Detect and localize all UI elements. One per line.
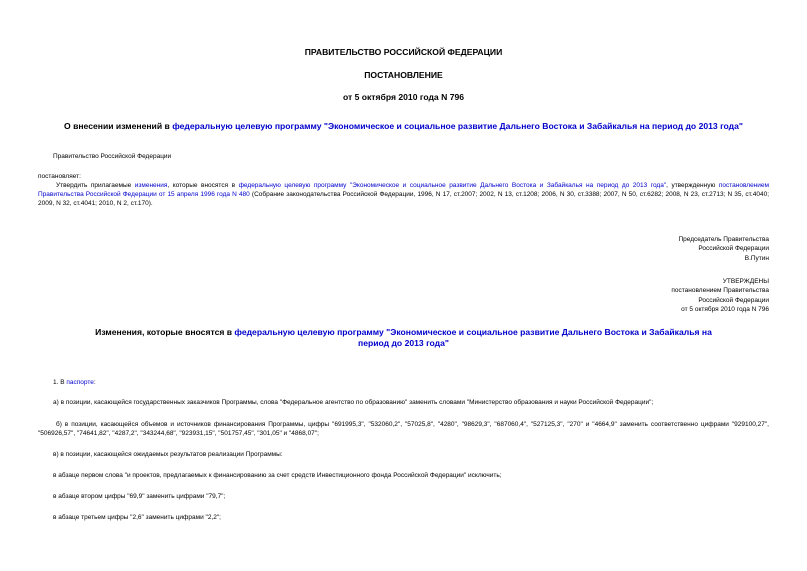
item-1-prefix: 1. В — [53, 379, 67, 386]
passport-link[interactable]: паспорте — [66, 379, 94, 386]
item-a: а) в позиции, касающейся государственных заказчиков Программы, слова "Федеральное агентство по образованию" заменить словами "Министерство образования и науки Российской Федерации"; — [53, 399, 654, 406]
approved-line-3: Российской Федерации — [698, 296, 769, 304]
changes-link[interactable]: изменения — [134, 182, 168, 189]
signature-line-2: Российской Федерации — [698, 245, 769, 253]
program-link[interactable]: федеральную целевую программу "Экономическое и социальное развитие Дальнего Востока и Забайкалья на период до 2013 года" — [172, 121, 743, 131]
signature-block — [678, 235, 769, 263]
approved-block — [671, 277, 769, 315]
preamble-text-4: (Собрание законодательства Российской Федерации, 1996, N 17, ст.2007; 2002, N 13, ст.1208; 2006, N 30, ст.3388; 2007, N 50, ст.6282; 2008, N 23, ст.2713; N 35, ст.4040; 2009, N 32, ст.4041; 2010, N 2, ст.170). — [38, 191, 769, 207]
org-heading: ПРАВИТЕЛЬСТВО РОССИЙСКОЙ ФЕДЕРАЦИИ — [304, 47, 503, 57]
date-number-heading: от 5 октября 2010 года N 796 — [342, 92, 465, 102]
doc-type-heading: ПОСТАНОВЛЕНИЕ — [364, 70, 443, 80]
item-c-2: в абзаце втором цифры "69,9" заменить цифрами "79,7"; — [53, 493, 226, 500]
approved-line-4: от 5 октября 2010 года N 796 — [681, 306, 769, 314]
item-c-3: в абзаце третьем цифры "2,6" заменить цифрами "2,2"; — [53, 514, 221, 521]
item-c-1: в абзаце первом слова "и проектов, предлагаемых к финансированию за счет средств Инвестиционного фонда Российской Федерации" исключить; — [53, 472, 502, 479]
approved-line-1: УТВЕРЖДЕНЫ — [722, 278, 769, 285]
changes-title — [90, 327, 717, 349]
signature-line-3: В.Путин — [744, 254, 769, 262]
item-1-suffix: : — [93, 379, 96, 386]
preamble-paragraph — [38, 181, 769, 208]
preamble-resolves: постановляет: — [38, 173, 81, 180]
preamble-text-1: Утвердить прилагаемые — [56, 182, 135, 189]
signature-line-1: Председатель Правительства — [678, 236, 769, 243]
program-link-3[interactable]: федеральную целевую программу "Экономическое и социальное развитие Дальнего Востока и Забайкалья на период до 2013 года" — [234, 327, 712, 348]
item-b: б) в позиции, касающейся объемов и источников финансирования Программы, цифры "691995,3", "532060,2", "57025,8", "4280", "98629,3", "687060,4", "527125,3", "270" и "4664,9" заменить соответственно цифрами "929100,27", "506926,57", "74641,82", "4287,2", "343244,68", "923931,15", "501757,45", "301,05" и "4868,07"; — [38, 421, 769, 437]
preamble-gov: Правительство Российской Федерации — [53, 153, 172, 160]
item-1 — [53, 378, 96, 387]
resolution-480-link[interactable]: постановлением Правительства Российской Федерации от 15 апреля 1996 года N 480 — [38, 182, 769, 198]
preamble-text-2: , которые вносятся в — [167, 182, 239, 189]
preamble-text-3: , утвержденную — [666, 182, 719, 189]
program-link-2[interactable]: федеральную целевую программу "Экономическое и социальное развитие Дальнего Востока и Забайкалья на период до 2013 года" — [238, 182, 667, 189]
subject-prefix: О внесении изменений в — [64, 121, 173, 131]
changes-title-prefix: Изменения, которые вносятся в — [95, 327, 235, 337]
approved-line-2: постановлением Правительства — [671, 287, 769, 295]
item-c: в) в позиции, касающейся ожидаемых результатов реализации Программы: — [53, 451, 283, 458]
subject-title — [0, 121, 807, 131]
